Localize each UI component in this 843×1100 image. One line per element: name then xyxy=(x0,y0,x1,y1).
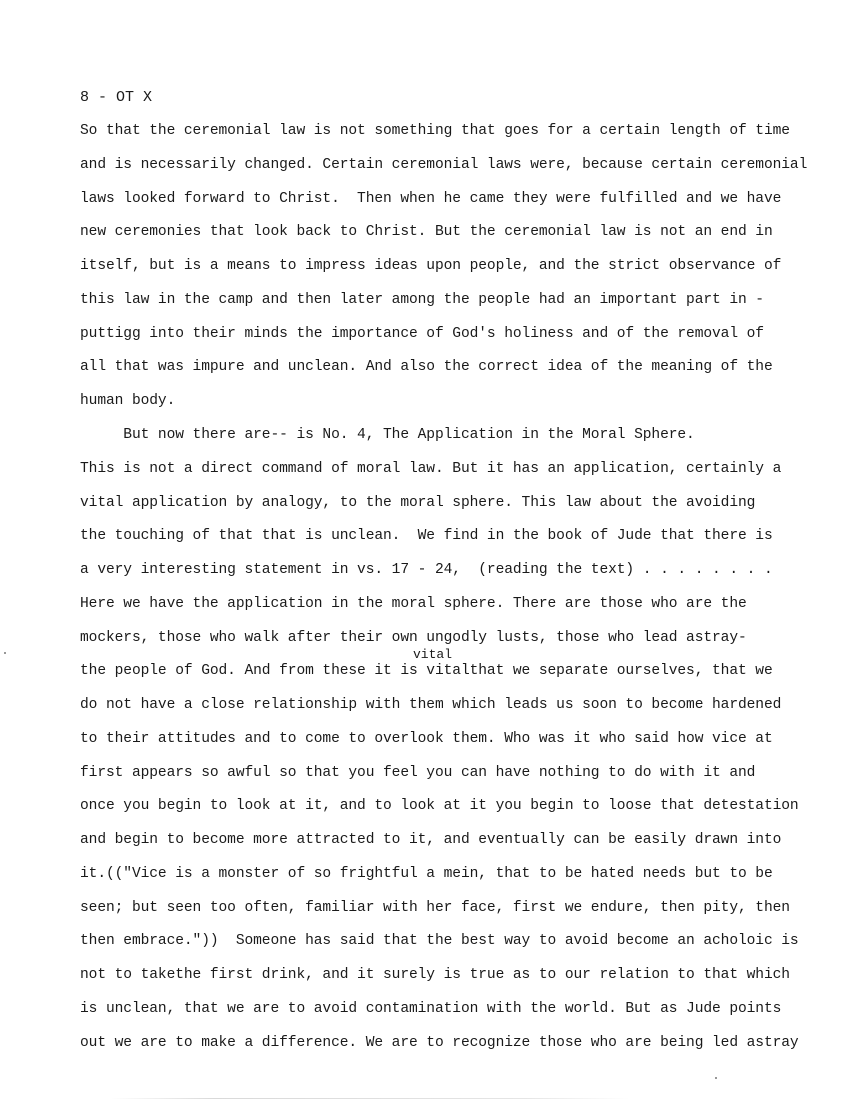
text-line: seen; but seen too often, familiar with her face, first we endure, then pity, then xyxy=(80,900,790,916)
text-line: not to takethe first drink, and it surely is true as to our relation to that which xyxy=(80,967,790,983)
text-line: out we are to make a difference. We are to recognize those who are being led astray xyxy=(80,1035,799,1051)
scan-speck xyxy=(4,652,6,654)
text-line: the people of God. And from these it is vitalthat we separate ourselves, that we xyxy=(80,663,773,679)
text-line: So that the ceremonial law is not something that goes for a certain length of time xyxy=(80,123,790,139)
scan-edge-line xyxy=(110,1098,630,1099)
text-line: it.(("Vice is a monster of so frightful a mein, that to be hated needs but to be xyxy=(80,866,773,882)
text-line: to their attitudes and to come to overlook them. Who was it who said how vice at xyxy=(80,731,773,747)
scan-speck xyxy=(715,1077,717,1079)
text-line: all that was impure and unclean. And also the correct idea of the meaning of the xyxy=(80,359,773,375)
text-line: But now there are-- is No. 4, The Application in the Moral Sphere. xyxy=(80,427,695,443)
text-line: mockers, those who walk after their own ungodly lusts, those who lead astray- xyxy=(80,630,747,646)
text-line: then embrace.")) Someone has said that the best way to avoid become an acholoic is xyxy=(80,933,799,949)
text-line: vital application by analogy, to the moral sphere. This law about the avoiding xyxy=(80,495,756,511)
text-line: puttigg into their minds the importance of God's holiness and of the removal of xyxy=(80,326,764,342)
text-line: this law in the camp and then later among the people had an important part in - xyxy=(80,292,764,308)
page-header: 8 - OT X xyxy=(80,89,153,106)
text-line: once you begin to look at it, and to look at it you begin to loose that detestation xyxy=(80,798,799,814)
interlinear-correction: vital xyxy=(413,647,453,662)
text-line: a very interesting statement in vs. 17 - 24, (reading the text) . . . . . . . . xyxy=(80,562,773,578)
text-line: the touching of that that is unclean. We find in the book of Jude that there is xyxy=(80,528,773,544)
text-line: human body. xyxy=(80,393,176,409)
text-line: new ceremonies that look back to Christ. But the ceremonial law is not an end in xyxy=(80,224,773,240)
text-line: itself, but is a means to impress ideas upon people, and the strict observance of xyxy=(80,258,782,274)
text-line: first appears so awful so that you feel you can have nothing to do with it and xyxy=(80,765,756,781)
text-line: and begin to become more attracted to it, and eventually can be easily drawn into xyxy=(80,832,782,848)
text-line: and is necessarily changed. Certain ceremonial laws were, because certain ceremonial xyxy=(80,157,808,173)
text-line: This is not a direct command of moral law. But it has an application, certainly a xyxy=(80,461,782,477)
text-line: Here we have the application in the moral sphere. There are those who are the xyxy=(80,596,747,612)
text-line: laws looked forward to Christ. Then when he came they were fulfilled and we have xyxy=(80,191,782,207)
text-line: is unclean, that we are to avoid contamination with the world. But as Jude points xyxy=(80,1001,782,1017)
text-line: do not have a close relationship with them which leads us soon to become hardened xyxy=(80,697,782,713)
